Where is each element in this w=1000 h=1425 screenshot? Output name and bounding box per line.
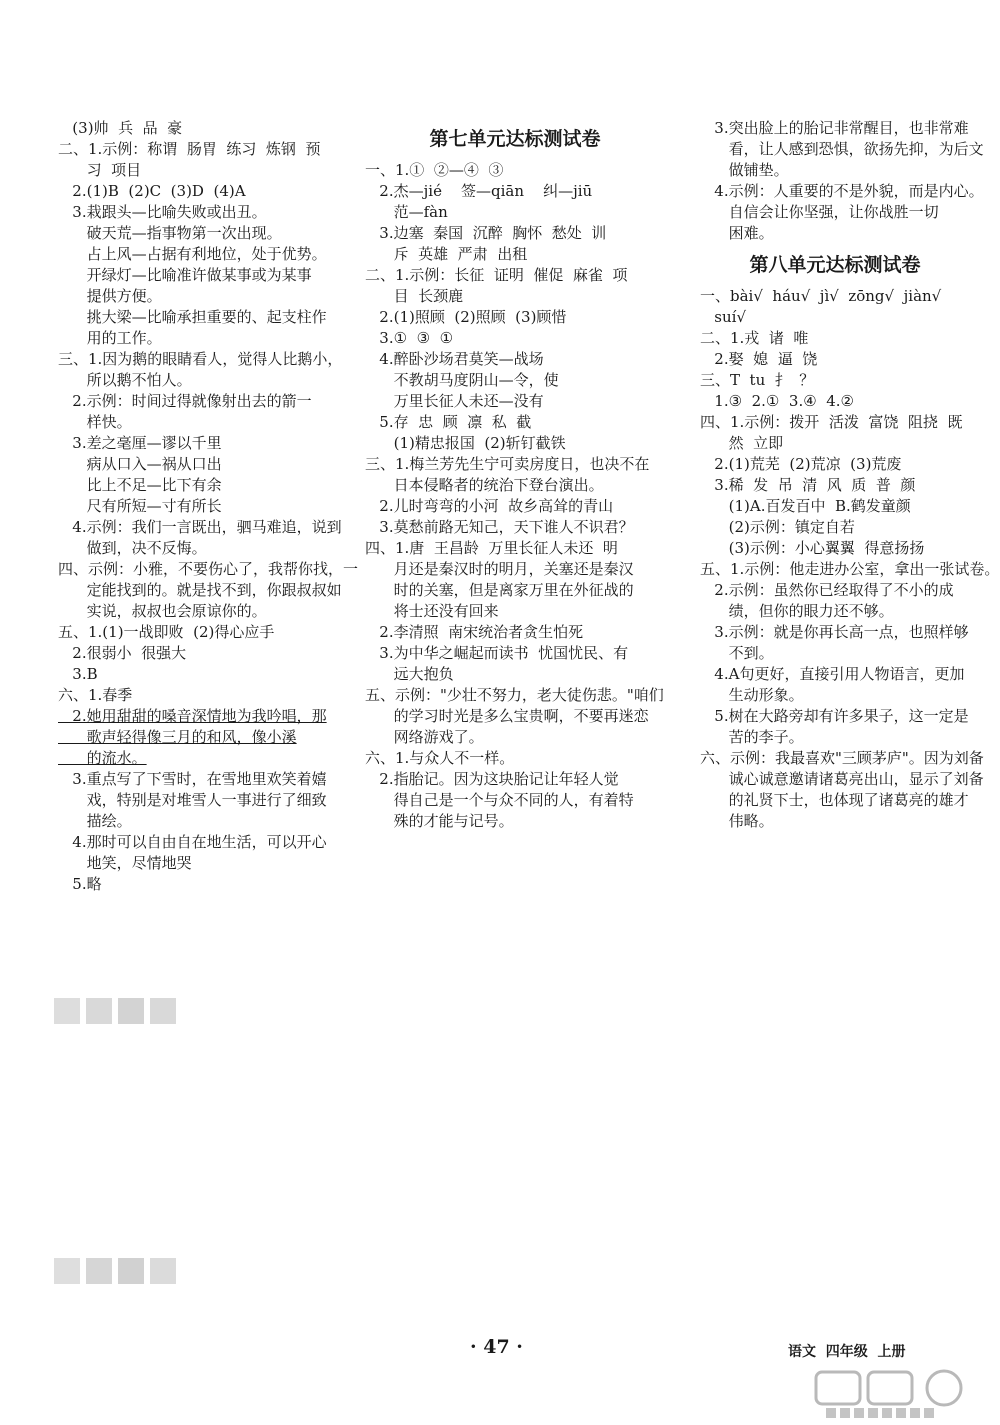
- answer-line: 2.很弱小 很强大: [58, 644, 187, 662]
- answer-line: 三、T tu 扌 ？: [700, 371, 815, 389]
- answer-line: 样快。: [58, 413, 132, 431]
- answer-line: 3.B: [58, 665, 98, 683]
- answer-line: 月还是秦汉时的明月，关塞还是秦汉: [365, 560, 634, 578]
- answer-line: 2.儿时弯弯的小河 故乡高耸的青山: [365, 497, 614, 515]
- answer-line: 2.杰—jié 签—qiān 纠—jiū: [365, 182, 593, 200]
- answer-line: 的学习时光是多么宝贵啊，不要再迷恋: [365, 707, 649, 725]
- answer-line: 诚心诚意邀请诸葛亮出山，显示了刘备: [700, 770, 984, 788]
- answer-line: 戏，特别是对堆雪人一事进行了细致: [58, 791, 327, 809]
- answer-line: 的流水。: [58, 749, 147, 767]
- book-info: 语文 四年级 上册: [788, 1344, 906, 1360]
- answer-line: 范—fàn: [365, 203, 448, 221]
- answer-line: 开绿灯—比喻准许做某事或为某事: [58, 266, 312, 284]
- answer-line: 3.差之毫厘—谬以千里: [58, 434, 222, 452]
- answer-line: 3.为中华之崛起而读书 忧国忧民、有: [365, 644, 629, 662]
- answer-line: 2.李清照 南宋统治者贪生怕死: [365, 623, 584, 641]
- answer-line: 六、示例：我最喜欢"三顾茅庐"。因为刘备: [700, 749, 984, 767]
- answer-line: 三、1.因为鹅的眼睛看人，觉得人比鹅小，: [58, 350, 343, 368]
- faint-stamp-watermark: [50, 1250, 180, 1290]
- answer-line: 5.存 忠 顾 凛 私 截: [365, 413, 532, 431]
- answer-line: 3.稀 发 吊 清 风 质 普 颜: [700, 476, 916, 494]
- answer-line: 3.栽跟头—比喻失败或出丑。: [58, 203, 267, 221]
- answer-line: 所以鹅不怕人。: [58, 371, 192, 389]
- answer-line: 然 立即: [700, 434, 784, 452]
- answer-line: 网络游戏了。: [365, 728, 484, 746]
- answer-line: 比上不足—比下有余: [58, 476, 222, 494]
- faint-stamp-watermark: [50, 990, 180, 1030]
- answer-line: 一、1.① ②—④ ③: [365, 161, 504, 179]
- answer-line: 3.① ③ ①: [365, 329, 454, 347]
- answer-line: 将士还没有回来: [365, 602, 499, 620]
- answer-line: 地笑，尽情地哭: [58, 854, 192, 872]
- answer-line: 四、1.唐 王昌龄 万里长征人未还 明: [365, 539, 618, 557]
- answer-line: 五、1.(1)一战即败 (2)得心应手: [58, 623, 275, 641]
- answer-line: 2.她用甜甜的嗓音深情地为我吟唱，那: [58, 707, 327, 725]
- answer-line: 2.(1)荒芜 (2)荒凉 (3)荒废: [700, 455, 902, 473]
- answer-line: 苦的李子。: [700, 728, 804, 746]
- answer-line: 五、1.示例：他走进办公室，拿出一张试卷。: [700, 560, 1000, 578]
- answer-line: 1.③ 2.① 3.④ 4.②: [700, 392, 854, 410]
- section-title: 第八单元达标测试卷: [749, 254, 921, 276]
- answer-line: (3)示例：小心翼翼 得意扬扬: [700, 539, 925, 557]
- answer-line: 自信会让你坚强，让你战胜一切: [700, 203, 939, 221]
- answer-line: 伟略。: [700, 812, 774, 830]
- answer-line: 3.莫愁前路无知己，天下谁人不识君？: [365, 518, 634, 536]
- answer-line: 5.略: [58, 875, 102, 893]
- answer-line: 不到。: [700, 644, 774, 662]
- answer-line: (3)帅 兵 品 豪: [58, 119, 183, 137]
- answer-line: 六、1.春季: [58, 686, 133, 704]
- answer-line: 斥 英雄 严肃 出租: [365, 245, 528, 263]
- answer-line: 看，让人感到恐惧，欲扬先抑，为后文: [700, 140, 984, 158]
- answer-line: 做到，决不反悔。: [58, 539, 207, 557]
- answer-line: 得自己是一个与众不同的人，有着特: [365, 791, 634, 809]
- answer-line: 4.那时可以自由自在地生活，可以开心: [58, 833, 327, 851]
- answer-line: 生动形象。: [700, 686, 804, 704]
- answer-line: 二、1.示例：长征 证明 催促 麻雀 项: [365, 266, 628, 284]
- answer-line: 不教胡马度阴山—令，使: [365, 371, 559, 389]
- answer-line: 4.醉卧沙场君莫笑—战场: [365, 350, 544, 368]
- answer-line: 殊的才能与记号。: [365, 812, 514, 830]
- answer-line: 二、1.示例：称谓 肠胃 练习 炼钢 预: [58, 140, 321, 158]
- answer-line: 尺有所短—寸有所长: [58, 497, 222, 515]
- answer-line: 2.(1)照顾 (2)照顾 (3)顾惜: [365, 308, 567, 326]
- answer-line: 六、1.与众人不一样。: [365, 749, 515, 767]
- section-title: 第七单元达标测试卷: [429, 128, 601, 150]
- answer-line: 4.示例：我们一言既出，驷马难追，说到: [58, 518, 342, 536]
- answer-line: 一、bài√ háu√ jì√ zōng√ jiàn√: [700, 287, 942, 305]
- page-number: · 47 ·: [470, 1336, 523, 1358]
- answer-line: 5.树在大路旁却有许多果子，这一定是: [700, 707, 969, 725]
- answer-line: suí√: [700, 308, 747, 326]
- answer-line: 四、示例：小雅，不要伤心了，我帮你找，一: [58, 560, 359, 578]
- answer-line: 2.(1)B (2)C (3)D (4)A: [58, 182, 246, 200]
- answer-line: 挑大梁—比喻承担重要的、起支柱作: [58, 308, 327, 326]
- answer-line: (1)精忠报国 (2)斩钉截铁: [365, 434, 566, 452]
- answer-line: 2.示例：虽然你已经取得了不小的成: [700, 581, 954, 599]
- answer-line: 四、1.示例：拨开 活泼 富饶 阻挠 既: [700, 413, 963, 431]
- answer-line: 二、1.戎 诸 唯: [700, 329, 809, 347]
- answer-line: 描绘。: [58, 812, 132, 830]
- answer-line: (2)示例：镇定自若: [700, 518, 855, 536]
- answer-column-left: [58, 118, 358, 895]
- answer-line: 4.A句更好，直接引用人物语言，更加: [700, 665, 965, 683]
- answer-line: 病从口入—祸从口出: [58, 455, 222, 473]
- answer-column-right: [700, 118, 1000, 832]
- answer-line: 破天荒—指事物第一次出现。: [58, 224, 282, 242]
- answer-line: 歌声轻得像三月的和风，像小溪: [58, 728, 297, 746]
- answer-line: 做铺垫。: [700, 161, 789, 179]
- answer-line: 2.娶 媳 逼 饶: [700, 350, 818, 368]
- answer-line: 绩，但你的眼力还不够。: [700, 602, 894, 620]
- answer-line: 提供方便。: [58, 287, 162, 305]
- answer-line: 困难。: [700, 224, 774, 242]
- answer-line: (1)A.百发百中 B.鹤发童颜: [700, 497, 911, 515]
- answer-line: 3.示例：就是你再长高一点，也照样够: [700, 623, 969, 641]
- answer-line: 五、示例："少壮不努力，老大徒伤悲。"咱们: [365, 686, 664, 704]
- answer-line: 定能找到的。就是找不到，你跟叔叔如: [58, 581, 342, 599]
- answer-line: 目 长颈鹿: [365, 287, 464, 305]
- answer-line: 的礼贤下士，也体现了诸葛亮的雄才: [700, 791, 969, 809]
- answer-line: 用的工作。: [58, 329, 162, 347]
- site-logo-watermark: [810, 1368, 980, 1420]
- answer-line: 实说，叔叔也会原谅你的。: [58, 602, 267, 620]
- answer-line: 3.突出脸上的胎记非常醒目，也非常难: [700, 119, 969, 137]
- answer-line: 日本侵略者的统治下登台演出。: [365, 476, 604, 494]
- answer-line: 4.示例：人重要的不是外貌，而是内心。: [700, 182, 984, 200]
- answer-line: 万里长征人未还—没有: [365, 392, 544, 410]
- answer-line: 远大抱负: [365, 665, 454, 683]
- answer-line: 3.重点写了下雪时，在雪地里欢笑着嬉: [58, 770, 327, 788]
- answer-line: 占上风—占据有利地位，处于优势。: [58, 245, 327, 263]
- answer-line: 习 项目: [58, 161, 142, 179]
- answer-line: 2.示例：时间过得就像射出去的箭一: [58, 392, 312, 410]
- answer-line: 3.边塞 秦国 沉醉 胸怀 愁处 训: [365, 224, 607, 242]
- answer-column-middle: [365, 118, 665, 832]
- answer-line: 三、1.梅兰芳先生宁可卖房度日，也决不在: [365, 455, 650, 473]
- answer-line: 2.指胎记。因为这块胎记让年轻人觉: [365, 770, 619, 788]
- answer-line: 时的关塞，但是离家万里在外征战的: [365, 581, 634, 599]
